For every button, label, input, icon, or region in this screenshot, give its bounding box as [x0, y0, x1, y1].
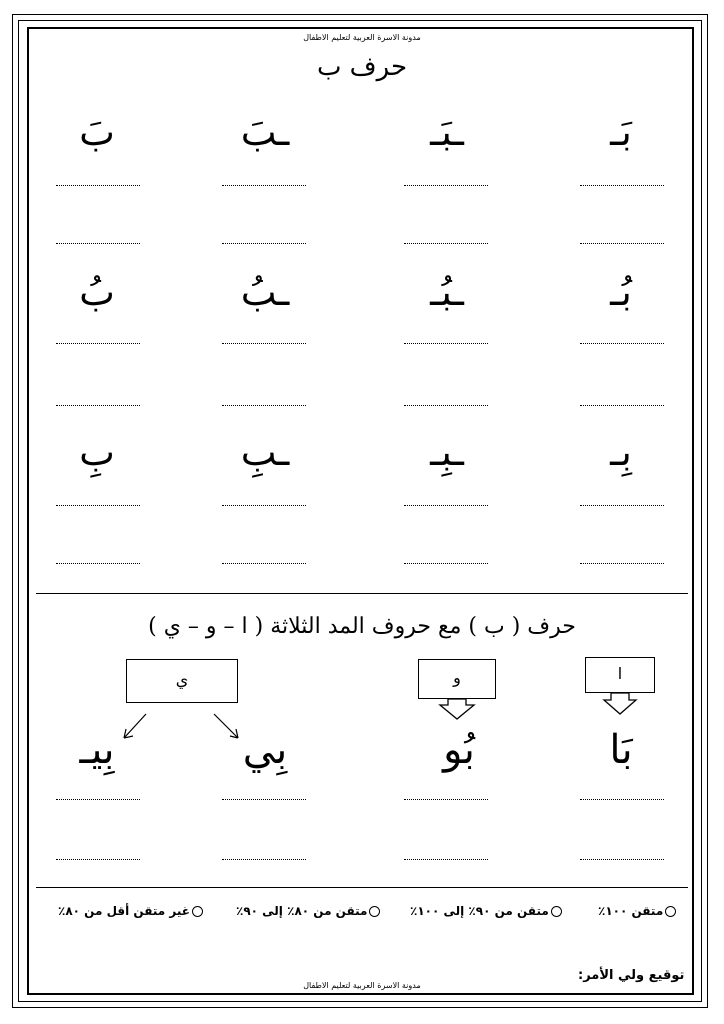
radio-circle-icon[interactable]	[192, 906, 203, 917]
madd-section-title: حرف ( ب ) مع حروف المد الثلاثة ( ا – و – ي )	[148, 614, 576, 639]
word-bi-medial: بِيـ	[79, 727, 115, 773]
writing-line[interactable]	[56, 859, 140, 860]
site-name-footer: مدونة الاسرة العربية لتعليم الاطفال	[303, 981, 421, 990]
letter-form-final: ـبِ	[240, 430, 290, 474]
word-bi: بِي	[242, 727, 288, 773]
mastery-option-100[interactable]: متقن ١٠٠٪	[598, 904, 676, 918]
writing-line[interactable]	[222, 859, 306, 860]
ya-box: ي	[126, 659, 238, 703]
down-arrow-icon	[604, 693, 636, 714]
letter-form-isolated: بَ	[79, 110, 115, 154]
letter-form-final: ـبَ	[240, 110, 290, 154]
word-ba: بَا	[609, 727, 633, 773]
letter-form-medial: ـبَـ	[430, 110, 464, 154]
letter-form-isolated: بِ	[79, 430, 115, 474]
mastery-option-below-80[interactable]: غير متقن أقل من ٨٠٪	[58, 904, 203, 918]
writing-line[interactable]	[222, 799, 306, 800]
mastery-option-90-100[interactable]: متقن من ٩٠٪ إلى ١٠٠٪	[410, 904, 562, 918]
mastery-option-80-90[interactable]: متقن من ٨٠٪ إلى ٩٠٪	[236, 904, 380, 918]
writing-line[interactable]	[404, 859, 488, 860]
letter-form-medial: ـبِـ	[430, 430, 464, 474]
section-divider	[36, 887, 688, 888]
letter-form-initial: بَـ	[610, 110, 632, 154]
letter-form-medial: ـبُـ	[430, 270, 464, 314]
down-arrow-icon	[440, 699, 474, 719]
parent-signature-label: توقيع ولي الأمر:	[578, 968, 685, 983]
page-title: حرف ب	[316, 52, 408, 82]
alif-box: ا	[585, 657, 655, 693]
radio-circle-icon[interactable]	[369, 906, 380, 917]
waw-box: و	[418, 659, 496, 699]
letter-form-initial: بُـ	[610, 270, 632, 314]
writing-line[interactable]	[56, 799, 140, 800]
letter-form-final: ـبُ	[240, 270, 290, 314]
word-bu: بُو	[443, 727, 475, 773]
writing-line[interactable]	[404, 799, 488, 800]
writing-line[interactable]	[580, 799, 664, 800]
writing-line[interactable]	[580, 859, 664, 860]
site-name-header: مدونة الاسرة العربية لتعليم الاطفال	[303, 33, 421, 42]
letter-form-initial: بِـ	[610, 430, 632, 474]
radio-circle-icon[interactable]	[551, 906, 562, 917]
letter-form-isolated: بُ	[79, 270, 115, 314]
radio-circle-icon[interactable]	[665, 906, 676, 917]
